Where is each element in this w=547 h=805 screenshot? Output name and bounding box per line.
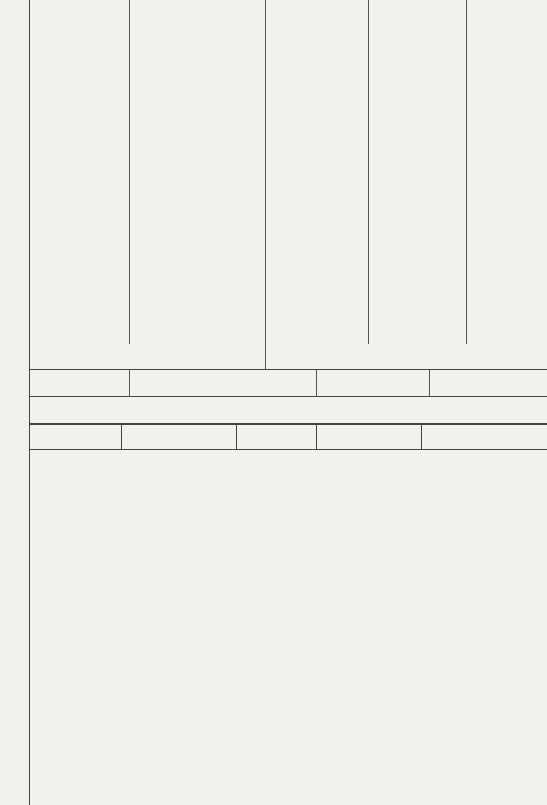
header-phone [122,425,237,450]
header-assistant [237,425,317,450]
column-divider [129,0,130,344]
column-divider [466,0,467,344]
contact-table [29,424,547,450]
court-section-row [29,344,547,370]
header-assistant-phone [317,425,422,450]
duty-section-row [29,370,547,397]
column-divider [265,0,266,344]
contact-header-row [30,425,547,450]
header-room [422,425,547,450]
column-divider [368,0,369,344]
header-judge [30,425,122,450]
contact-title-row [29,397,547,424]
